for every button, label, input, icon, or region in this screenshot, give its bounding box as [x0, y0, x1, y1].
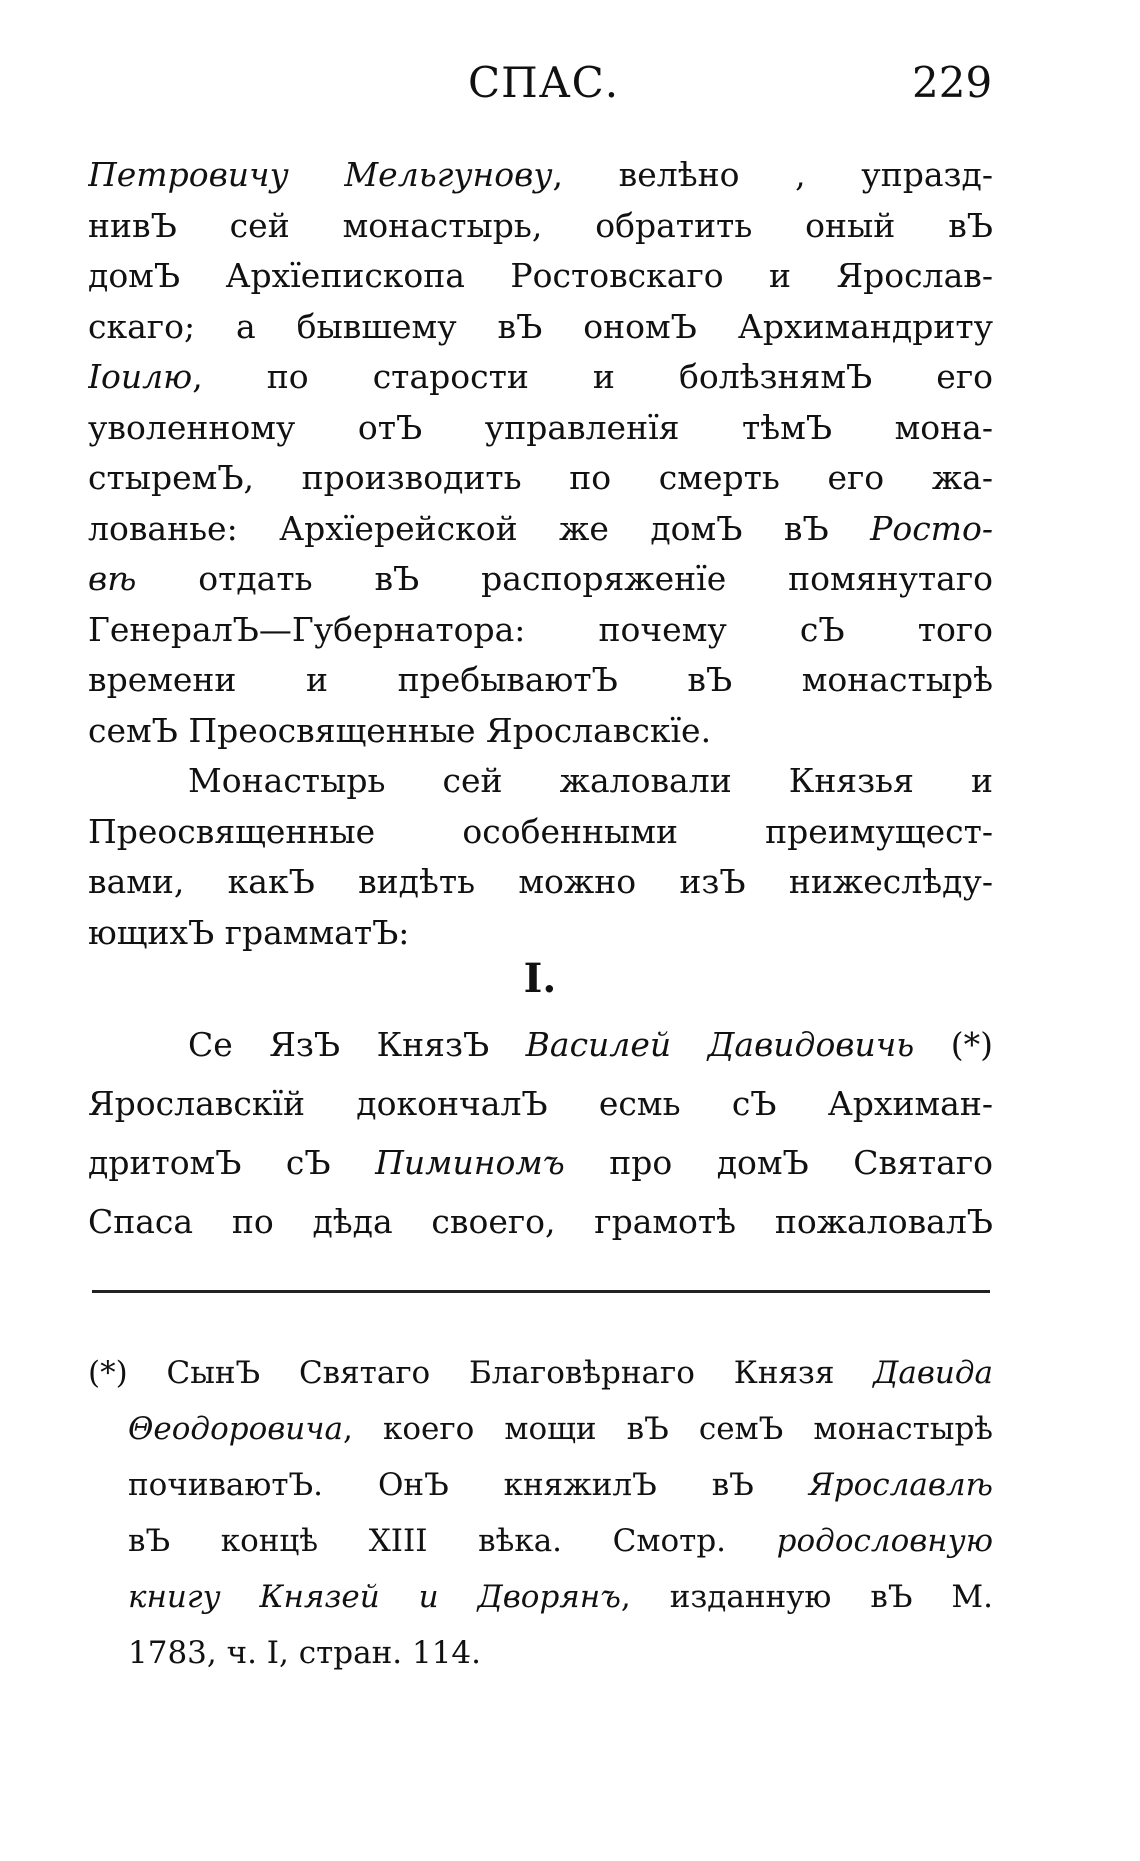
text-line: домЪ Архїепископа Ростовскаго и Ярослав- — [88, 256, 993, 295]
main-text — [88, 150, 993, 958]
text-line: Монастырь сей жаловали Князья и — [188, 761, 993, 800]
page-number: 229 — [912, 58, 993, 107]
footnote — [88, 1345, 993, 1681]
text-line: Преосвященные особенными преимущест- — [88, 811, 993, 851]
text-line: ГенералЪ—Губернатора: почему сЪ того — [88, 609, 993, 649]
text-line: уволенному отЪ управленїя тѣмЪ мона- — [88, 407, 993, 447]
footnote-line: вЪ концѣ XIII вѣка. Смотр. родословную — [128, 1523, 993, 1559]
footnote-line: Θеодоровича, коего мощи вЪ семЪ монастырѣ — [128, 1411, 993, 1447]
footnote-divider — [92, 1290, 990, 1293]
text-line: Ярославскїй докончалЪ есмь сЪ Архиман- — [88, 1084, 993, 1123]
text-line: скаго; а бывшему вЪ ономЪ Архимандриту — [88, 306, 993, 346]
text-line: вѣ отдать вЪ распоряженїе помянутаго — [88, 559, 993, 598]
footnote-line: 1783, ч. I, стран. 114. — [128, 1635, 481, 1671]
text-line: Спаса по дѣда своего, грамотѣ пожаловалЪ — [88, 1202, 993, 1241]
text-line: Се ЯзЪ КнязЪ Василей Давидовичь (*) — [188, 1025, 993, 1064]
text-line: ющихЪ грамматЪ: — [88, 912, 410, 952]
running-header — [0, 58, 1140, 118]
text-line: Іоилю, по старости и болѣзнямЪ его — [88, 357, 993, 396]
text-line: времени и пребываютЪ вЪ монастырѣ — [88, 660, 993, 699]
running-title: СПАС. — [468, 58, 620, 107]
text-line: дритомЪ сЪ Пиминомъ про домЪ Святаго — [88, 1143, 993, 1182]
text-line: нивЪ сей монастырь, обратить оный вЪ — [88, 205, 993, 245]
text-line: лованье: Архїерейской же домЪ вЪ Росто- — [88, 508, 993, 548]
text-line: Петровичу Мельгунову, велѣно , упразд- — [88, 155, 993, 194]
grant-text — [88, 1015, 993, 1251]
grant-number-heading: I. — [523, 955, 557, 1002]
text-line: семЪ Преосвященные Ярославскїе. — [88, 710, 712, 750]
text-line: вами, какЪ видѣть можно изЪ нижеслѣду- — [88, 862, 993, 901]
footnote-line: почиваютЪ. ОнЪ княжилЪ вЪ Ярославлѣ — [128, 1467, 993, 1503]
text-line: стыремЪ, производить по смерть его жа- — [88, 458, 993, 497]
footnote-line: (*) СынЪ Святаго Благовѣрнаго Князя Давида — [88, 1355, 993, 1391]
footnote-line: книгу Князей и Дворянъ, изданную вЪ М. — [128, 1579, 993, 1615]
